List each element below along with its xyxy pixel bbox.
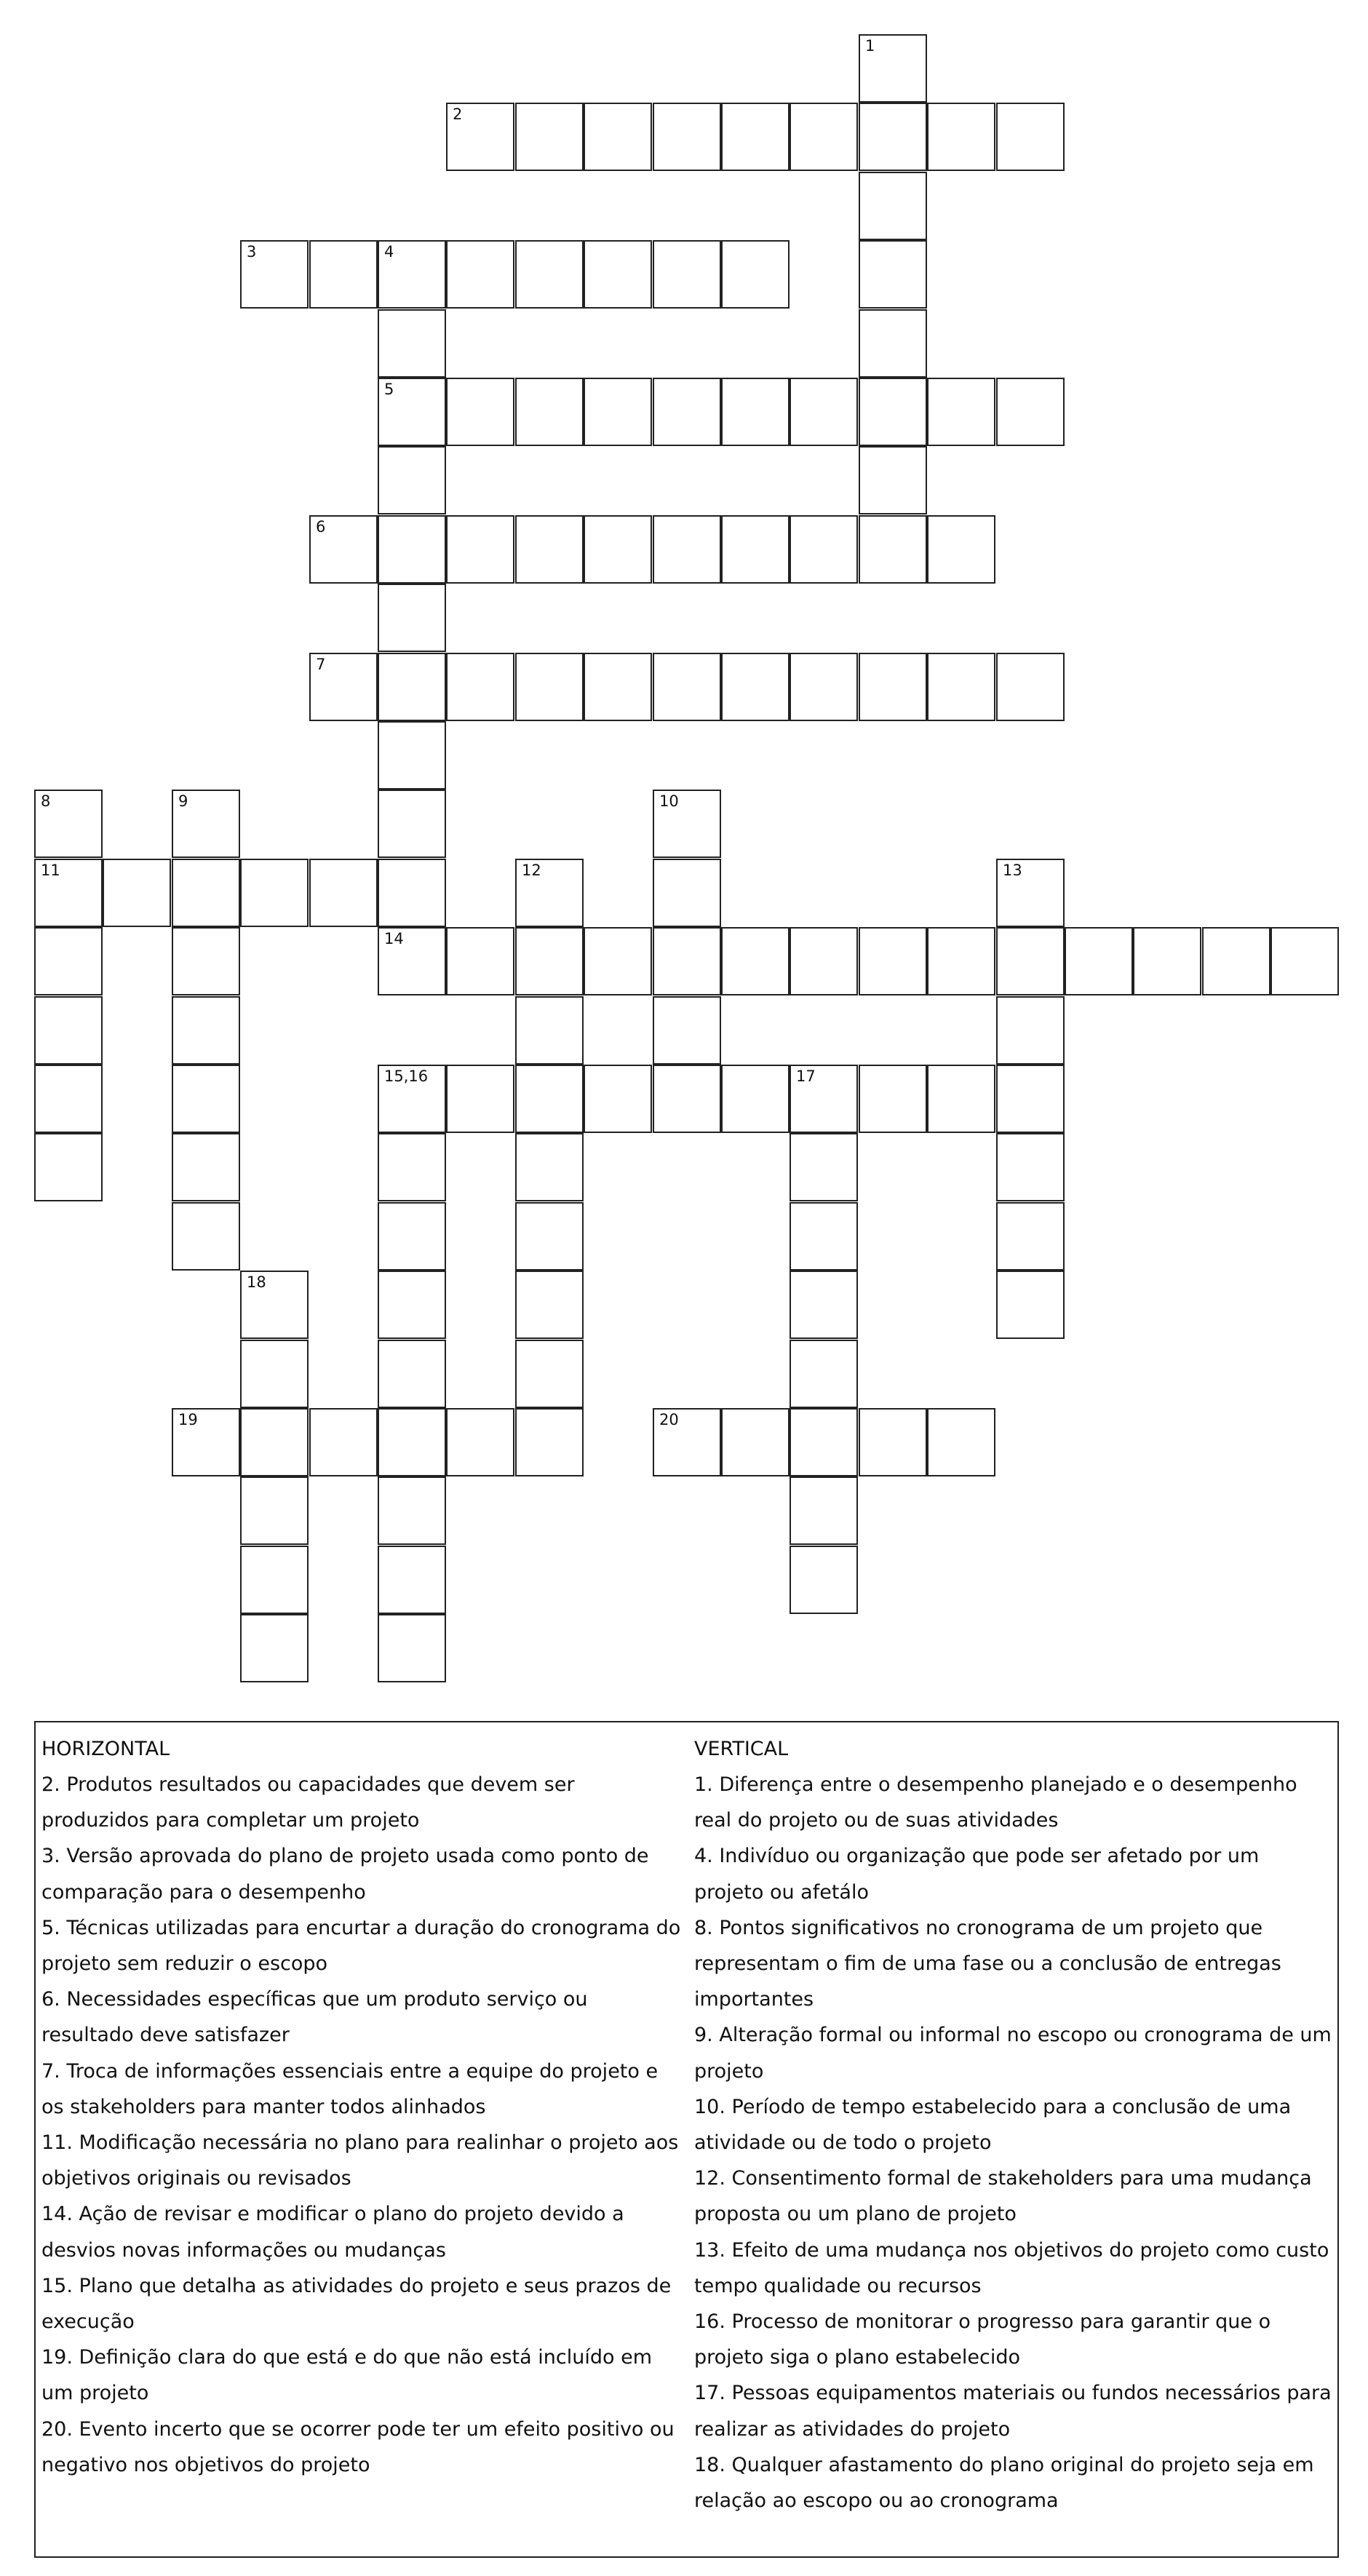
vertical-clue-16: 16. Processo de monitorar o progresso para garantir que o projeto siga o plano estabelecido bbox=[694, 2310, 1271, 2369]
grid-cell[interactable] bbox=[653, 996, 721, 1065]
horizontal-clue-15: 15. Plano que detalha as atividades do projeto e seus prazos de execução bbox=[41, 2274, 672, 2334]
grid-cell[interactable] bbox=[378, 446, 446, 514]
clue-number: 14 bbox=[384, 930, 404, 947]
grid-cell[interactable] bbox=[378, 1271, 446, 1339]
grid-cell[interactable] bbox=[790, 653, 858, 721]
grid-cell[interactable] bbox=[309, 859, 378, 927]
grid-cell[interactable] bbox=[378, 927, 446, 995]
vertical-heading: VERTICAL bbox=[694, 1738, 789, 1760]
grid-cell[interactable] bbox=[515, 1340, 584, 1408]
grid-cell[interactable] bbox=[927, 653, 995, 721]
horizontal-clue-2: 2. Produtos resultados ou capacidades que devem ser produzidos para completar um projeto bbox=[41, 1773, 575, 1832]
grid-cell[interactable] bbox=[515, 378, 584, 446]
grid-cell[interactable] bbox=[515, 1133, 584, 1201]
horizontal-clue-6: 6. Necessidades específicas que um produto serviço ou resultado deve satisfazer bbox=[41, 1988, 588, 2047]
horizontal-clue-5: 5. Técnicas utilizadas para encurtar a duração do cronograma do projeto sem reduzir o escopo bbox=[41, 1916, 681, 1976]
grid-cell[interactable] bbox=[240, 1614, 309, 1682]
grid-cell[interactable] bbox=[790, 1476, 858, 1545]
grid-cell[interactable] bbox=[996, 1202, 1065, 1271]
grid-cell[interactable] bbox=[584, 653, 652, 721]
grid-cell[interactable] bbox=[653, 1065, 721, 1133]
grid-cell[interactable] bbox=[927, 515, 995, 584]
grid-cell[interactable] bbox=[378, 240, 446, 309]
grid-cell[interactable] bbox=[446, 103, 514, 171]
grid-cell[interactable] bbox=[1270, 927, 1339, 995]
vertical-clue-1: 1. Diferença entre o desempenho planejado e o desempenho real do projeto ou de suas atividades bbox=[694, 1773, 1297, 1832]
grid-cell[interactable] bbox=[34, 996, 103, 1065]
horizontal-clue-11: 11. Modificação necessária no plano para realinhar o projeto aos objetivos originais ou revisados bbox=[41, 2131, 679, 2190]
grid-cell[interactable] bbox=[927, 103, 995, 171]
grid-cell[interactable] bbox=[859, 172, 927, 240]
grid-cell[interactable] bbox=[790, 103, 858, 171]
grid-cell[interactable] bbox=[790, 1271, 858, 1339]
clue-number: 17 bbox=[796, 1068, 816, 1085]
grid-cell[interactable] bbox=[515, 859, 584, 927]
grid-cell[interactable] bbox=[721, 103, 790, 171]
grid-cell[interactable] bbox=[859, 240, 927, 309]
grid-cell[interactable] bbox=[378, 515, 446, 584]
grid-cell[interactable] bbox=[172, 996, 240, 1065]
grid-cell[interactable] bbox=[378, 584, 446, 652]
grid-cell[interactable] bbox=[996, 653, 1065, 721]
grid-cell[interactable] bbox=[446, 378, 514, 446]
grid-cell[interactable] bbox=[721, 515, 790, 584]
grid-cell[interactable] bbox=[240, 1340, 309, 1408]
grid-cell[interactable] bbox=[446, 240, 514, 309]
grid-cell[interactable] bbox=[172, 790, 240, 858]
grid-cell[interactable] bbox=[790, 927, 858, 995]
grid-cell[interactable] bbox=[309, 240, 378, 309]
grid-cell[interactable] bbox=[378, 1546, 446, 1614]
grid-cell[interactable] bbox=[378, 1065, 446, 1133]
grid-cell[interactable] bbox=[378, 1476, 446, 1545]
grid-cell[interactable] bbox=[653, 103, 721, 171]
grid-cell[interactable] bbox=[996, 859, 1065, 927]
grid-cell[interactable] bbox=[515, 996, 584, 1065]
clues-box bbox=[34, 1721, 1339, 2558]
grid-cell[interactable] bbox=[996, 996, 1065, 1065]
grid-cell[interactable] bbox=[653, 859, 721, 927]
grid-cell[interactable] bbox=[240, 859, 309, 927]
grid-cell[interactable] bbox=[996, 927, 1065, 995]
grid-cell[interactable] bbox=[1202, 927, 1270, 995]
grid-cell[interactable] bbox=[446, 1408, 514, 1476]
grid-cell[interactable] bbox=[172, 1133, 240, 1201]
grid-cell[interactable] bbox=[240, 1546, 309, 1614]
grid-cell[interactable] bbox=[172, 859, 240, 927]
grid-cell[interactable] bbox=[378, 1202, 446, 1271]
clue-number: 4 bbox=[384, 243, 394, 261]
grid-cell[interactable] bbox=[584, 515, 652, 584]
grid-cell[interactable] bbox=[996, 378, 1065, 446]
vertical-clue-12: 12. Consentimento formal de stakeholders para uma mudança proposta ou um plano de projeto bbox=[694, 2167, 1312, 2226]
grid-cell[interactable] bbox=[721, 378, 790, 446]
clue-number: 12 bbox=[522, 862, 541, 879]
clue-number: 7 bbox=[316, 656, 326, 673]
grid-cell[interactable] bbox=[721, 240, 790, 309]
grid-cell[interactable] bbox=[378, 1614, 446, 1682]
grid-cell[interactable] bbox=[172, 927, 240, 995]
grid-cell[interactable] bbox=[653, 790, 721, 858]
grid-cell[interactable] bbox=[790, 515, 858, 584]
grid-cell[interactable] bbox=[584, 378, 652, 446]
grid-cell[interactable] bbox=[721, 1065, 790, 1133]
vertical-clue-10: 10. Período de tempo estabelecido para a conclusão de uma atividade ou de todo o projeto bbox=[694, 2095, 1292, 2155]
grid-cell[interactable] bbox=[1133, 927, 1201, 995]
grid-cell[interactable] bbox=[378, 309, 446, 378]
grid-cell[interactable] bbox=[378, 790, 446, 858]
grid-cell[interactable] bbox=[34, 790, 103, 858]
grid-cell[interactable] bbox=[653, 927, 721, 995]
grid-cell[interactable] bbox=[996, 1065, 1065, 1133]
grid-cell[interactable] bbox=[103, 859, 171, 927]
grid-cell[interactable] bbox=[790, 1546, 858, 1614]
clue-number: 2 bbox=[453, 106, 463, 123]
grid-cell[interactable] bbox=[927, 1408, 995, 1476]
horizontal-clues-column bbox=[41, 1731, 685, 2483]
grid-cell[interactable] bbox=[859, 309, 927, 378]
grid-cell[interactable] bbox=[790, 1202, 858, 1271]
grid-cell[interactable] bbox=[721, 1408, 790, 1476]
clue-number: 6 bbox=[316, 518, 326, 536]
grid-cell[interactable] bbox=[859, 34, 927, 103]
grid-cell[interactable] bbox=[34, 1133, 103, 1201]
grid-cell[interactable] bbox=[790, 378, 858, 446]
grid-cell[interactable] bbox=[515, 927, 584, 995]
grid-cell[interactable] bbox=[309, 653, 378, 721]
grid-cell[interactable] bbox=[378, 721, 446, 790]
vertical-clue-17: 17. Pessoas equipamentos materiais ou fundos necessários para realizar as atividades do projeto bbox=[694, 2382, 1332, 2441]
vertical-clue-13: 13. Efeito de uma mudança nos objetivos do projeto como custo tempo qualidade ou recursos bbox=[694, 2238, 1329, 2297]
grid-cell[interactable] bbox=[378, 1133, 446, 1201]
grid-cell[interactable] bbox=[240, 1476, 309, 1545]
grid-cell[interactable] bbox=[584, 1065, 652, 1133]
clue-number: 10 bbox=[659, 792, 679, 810]
grid-cell[interactable] bbox=[859, 653, 927, 721]
horizontal-clue-14: 14. Ação de revisar e modificar o plano do projeto devido a desvios novas informações ou mudanças bbox=[41, 2203, 624, 2262]
grid-cell[interactable] bbox=[584, 103, 652, 171]
grid-cell[interactable] bbox=[996, 1133, 1065, 1201]
grid-cell[interactable] bbox=[1065, 927, 1133, 995]
grid-cell[interactable] bbox=[584, 927, 652, 995]
grid-cell[interactable] bbox=[240, 240, 309, 309]
grid-cell[interactable] bbox=[996, 1271, 1065, 1339]
grid-cell[interactable] bbox=[653, 515, 721, 584]
grid-cell[interactable] bbox=[446, 1065, 514, 1133]
grid-cell[interactable] bbox=[790, 1340, 858, 1408]
vertical-clue-4: 4. Indivíduo ou organização que pode ser afetado por um projeto ou afetálo bbox=[694, 1845, 1260, 1904]
grid-cell[interactable] bbox=[653, 653, 721, 721]
grid-cell[interactable] bbox=[172, 1202, 240, 1271]
clue-number: 11 bbox=[41, 862, 60, 879]
grid-cell[interactable] bbox=[859, 515, 927, 584]
clue-number: 3 bbox=[247, 243, 257, 261]
grid-cell[interactable] bbox=[446, 515, 514, 584]
grid-cell[interactable] bbox=[515, 1202, 584, 1271]
horizontal-heading: HORIZONTAL bbox=[41, 1738, 170, 1760]
clue-number: 20 bbox=[659, 1411, 679, 1428]
vertical-clue-18: 18. Qualquer afastamento do plano original do projeto seja em relação ao escopo ou ao cronograma bbox=[694, 2453, 1314, 2513]
grid-cell[interactable] bbox=[859, 927, 927, 995]
grid-cell[interactable] bbox=[34, 1065, 103, 1133]
grid-cell[interactable] bbox=[378, 653, 446, 721]
grid-cell[interactable] bbox=[378, 1340, 446, 1408]
horizontal-clue-7: 7. Troca de informações essenciais entre a equipe do projeto e os stakeholders para manter todos alinhados bbox=[41, 2059, 659, 2118]
clue-number: 13 bbox=[1003, 862, 1022, 879]
grid-cell[interactable] bbox=[927, 927, 995, 995]
clue-number: 5 bbox=[384, 381, 394, 398]
grid-cell[interactable] bbox=[515, 1271, 584, 1339]
grid-cell[interactable] bbox=[34, 859, 103, 927]
clue-number: 19 bbox=[178, 1411, 198, 1428]
vertical-clues-column bbox=[694, 1731, 1335, 2519]
grid-cell[interactable] bbox=[653, 1408, 721, 1476]
grid-cell[interactable] bbox=[34, 927, 103, 995]
grid-cell[interactable] bbox=[859, 378, 927, 446]
grid-cell[interactable] bbox=[996, 103, 1065, 171]
grid-cell[interactable] bbox=[240, 1271, 309, 1339]
grid-cell[interactable] bbox=[927, 378, 995, 446]
grid-cell[interactable] bbox=[378, 859, 446, 927]
grid-cell[interactable] bbox=[309, 515, 378, 584]
clue-number: 18 bbox=[247, 1273, 266, 1291]
grid-cell[interactable] bbox=[515, 1408, 584, 1476]
grid-cell[interactable] bbox=[172, 1065, 240, 1133]
grid-cell[interactable] bbox=[446, 927, 514, 995]
clue-number: 9 bbox=[178, 792, 188, 810]
grid-cell[interactable] bbox=[790, 1133, 858, 1201]
grid-cell[interactable] bbox=[515, 103, 584, 171]
grid-cell[interactable] bbox=[515, 240, 584, 309]
grid-cell[interactable] bbox=[378, 378, 446, 446]
clue-number: 1 bbox=[865, 37, 875, 55]
vertical-clue-8: 8. Pontos significativos no cronograma de um projeto que representam o fim de uma fase ou a conclusão de entregas importantes bbox=[694, 1916, 1281, 2011]
grid-cell[interactable] bbox=[584, 240, 652, 309]
grid-cell[interactable] bbox=[790, 1408, 858, 1476]
grid-cell[interactable] bbox=[859, 1408, 927, 1476]
grid-cell[interactable] bbox=[172, 1408, 240, 1476]
horizontal-clue-3: 3. Versão aprovada do plano de projeto usada como ponto de comparação para o desempenho bbox=[41, 1845, 649, 1904]
grid-cell[interactable] bbox=[240, 1408, 309, 1476]
grid-cell[interactable] bbox=[859, 103, 927, 171]
grid-cell[interactable] bbox=[721, 927, 790, 995]
grid-cell[interactable] bbox=[515, 515, 584, 584]
grid-cell[interactable] bbox=[927, 1065, 995, 1133]
grid-cell[interactable] bbox=[721, 653, 790, 721]
grid-cell[interactable] bbox=[446, 653, 514, 721]
grid-cell[interactable] bbox=[653, 378, 721, 446]
grid-cell[interactable] bbox=[859, 1065, 927, 1133]
grid-cell[interactable] bbox=[515, 1065, 584, 1133]
vertical-clue-9: 9. Alteração formal ou informal no escopo ou cronograma de um projeto bbox=[694, 2024, 1332, 2083]
grid-cell[interactable] bbox=[515, 653, 584, 721]
grid-cell[interactable] bbox=[859, 446, 927, 514]
clue-number: 15,16 bbox=[384, 1068, 429, 1085]
grid-cell[interactable] bbox=[790, 1065, 858, 1133]
grid-cell[interactable] bbox=[309, 1408, 378, 1476]
horizontal-clue-19: 19. Definição clara do que está e do que não está incluído em um projeto bbox=[41, 2346, 652, 2405]
grid-cell[interactable] bbox=[378, 1408, 446, 1476]
grid-cell[interactable] bbox=[653, 240, 721, 309]
horizontal-clue-20: 20. Evento incerto que se ocorrer pode ter um efeito positivo ou negativo nos objetivos do projeto bbox=[41, 2417, 675, 2476]
clue-number: 8 bbox=[41, 792, 51, 810]
